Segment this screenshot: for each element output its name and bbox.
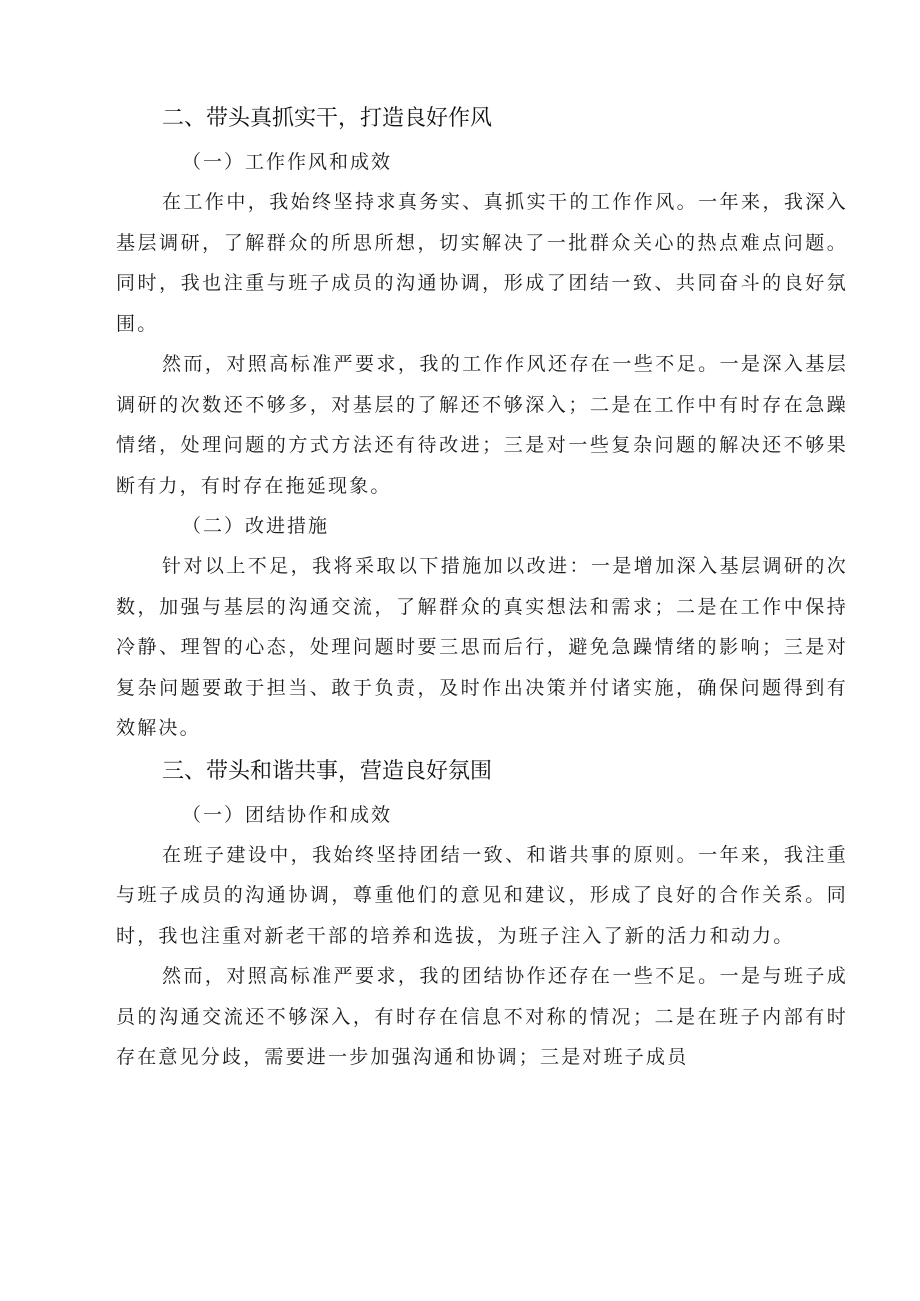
subsection-heading-work-style: （一）工作作风和成效 bbox=[182, 151, 393, 173]
subsection-heading-teamwork: （一）团结协作和成效 bbox=[182, 803, 393, 826]
paragraph-teamwork-shortcomings: 然而，对照高标准严要求，我的团结协作还存在一些不足。一是与班子成员的沟通交流还不够深入，有时存在信息不对称的情况；二是在班子内部有时存在意见分歧，需要进一步加强沟通和协调；三是对班子成员 bbox=[116, 965, 848, 1068]
subsection-heading-improvement: （二）改进措施 bbox=[182, 515, 330, 537]
paragraph-teamwork-results: 在班子建设中，我始终坚持团结一致、和谐共事的原则。一年来，我注重与班子成员的沟通协调，尊重他们的意见和建议，形成了良好的合作关系。同时，我也注重对新老干部的培养和选拔，为班子注入了新的活力和动力。 bbox=[116, 843, 848, 947]
paragraph-work-style-results: 在工作中，我始终坚持求真务实、真抓实干的工作作风。一年来，我深入基层调研，了解群众的所思所想，切实解决了一批群众关心的热点难点问题。同时，我也注重与班子成员的沟通协调，形成了团结一致、共同奋斗的良好氛围。 bbox=[116, 191, 848, 335]
paragraph-work-style-shortcomings: 然而，对照高标准严要求，我的工作作风还存在一些不足。一是深入基层调研的次数还不够多，对基层的了解还不够深入；二是在工作中有时存在急躁情绪，处理问题的方式方法还有待改进；三是对一些复杂问题的解决还不够果断有力，有时存在拖延现象。 bbox=[116, 353, 848, 497]
paragraph-improvement-measures: 针对以上不足，我将采取以下措施加以改进：一是增加深入基层调研的次数，加强与基层的沟通交流，了解群众的真实想法和需求；二是在工作中保持冷静、理智的心态，处理问题时要三思而后行，避免急躁情绪的影响；三是对复杂问题要敢于担当、敢于负责，及时作出决策并付诸实施，确保问题得到有效解决。 bbox=[116, 555, 848, 739]
section-heading-2: 二、带头真抓实干，打造良好作风 bbox=[162, 106, 493, 131]
document-page bbox=[116, 96, 848, 1078]
section-heading-3: 三、带头和谐共事，营造良好氛围 bbox=[162, 758, 493, 784]
